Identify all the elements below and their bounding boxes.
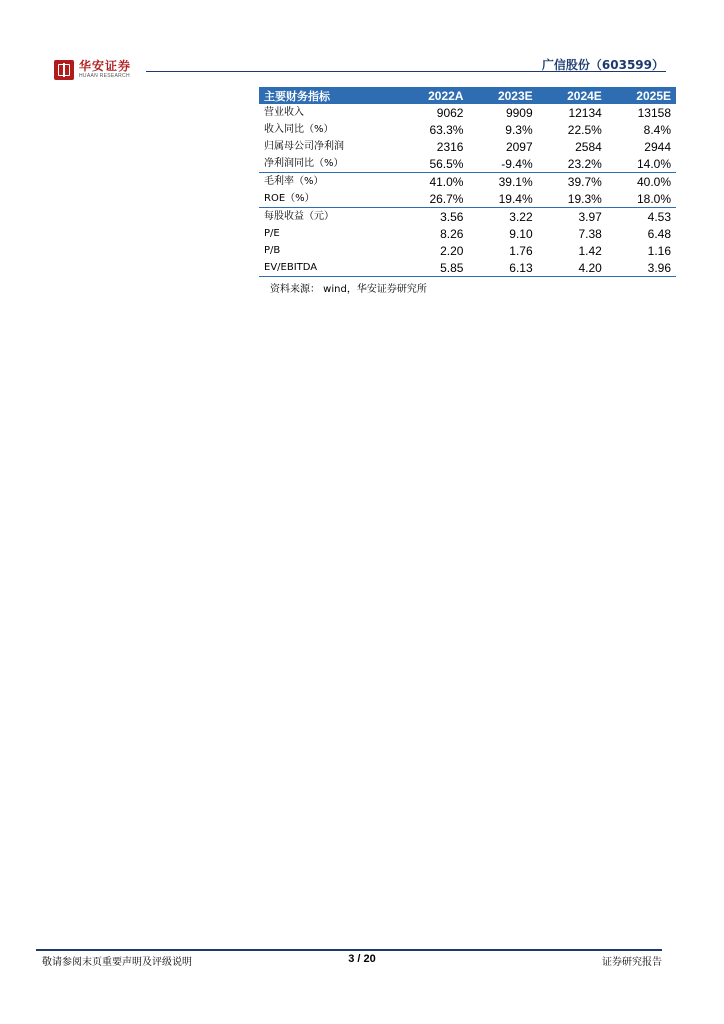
cell-value: 8.4% (643, 122, 671, 137)
header-cell-2025e: 2025E (607, 87, 676, 104)
row-label: P/E (264, 227, 280, 239)
table-row (259, 121, 676, 138)
cell-value: 9.10 (509, 226, 533, 241)
cell-value: 1.16 (647, 243, 671, 258)
cell-value: 23.2% (567, 156, 602, 171)
row-label: 每股收益（元） (259, 208, 398, 226)
footer-divider (36, 949, 662, 951)
cell-value: -9.4% (501, 156, 533, 171)
row-label: EV/EBITDA (259, 259, 398, 277)
cell-value: 3.22 (468, 208, 537, 226)
cell-value: 3.96 (607, 259, 676, 277)
cell-value: 41.0% (398, 173, 468, 191)
cell-value: 3.97 (538, 208, 607, 226)
cell-value: 8.26 (440, 226, 464, 241)
cell-value: 6.13 (468, 259, 537, 277)
table-row (259, 208, 676, 226)
cell-value: 2316 (436, 139, 464, 154)
footer-disclaimer: 敬请参阅末页重要声明及评级说明 (42, 957, 192, 968)
header-cell-2024e: 2024E (538, 87, 607, 104)
cell-value: 12134 (568, 105, 602, 120)
page-number: 3 / 20 (348, 953, 376, 965)
row-label: P/B (264, 244, 281, 256)
table-row (259, 259, 676, 277)
cell-value: 39.7% (538, 173, 607, 191)
cell-value: 13158 (637, 105, 671, 120)
row-label: 收入同比（%） (264, 123, 334, 135)
cell-value: 1.76 (509, 243, 533, 258)
cell-value: 56.5% (429, 156, 464, 171)
cell-value: 9062 (436, 105, 464, 120)
cell-value: 2584 (575, 139, 602, 154)
cell-value: 4.53 (607, 208, 676, 226)
row-label: 毛利率（%） (259, 173, 398, 191)
header-cell-2023e: 2023E (468, 87, 537, 104)
cell-value: 63.3% (429, 122, 464, 137)
table-row (259, 242, 676, 259)
logo-chinese-name: 华安证券 (79, 59, 132, 73)
cell-value: 1.42 (578, 243, 602, 258)
row-label: 归属母公司净利润 (264, 140, 344, 152)
cell-value: 3.56 (398, 208, 468, 226)
row-label: ROE（%） (264, 192, 315, 204)
table-row (259, 225, 676, 242)
cell-value: 9.3% (505, 122, 533, 137)
table-header-row (259, 87, 676, 104)
report-title: 广信股份（603599） (541, 58, 664, 72)
table-row (259, 190, 676, 208)
logo-seal-icon (54, 60, 74, 80)
header-cell-2022a: 2022A (398, 87, 468, 104)
table-row (259, 104, 676, 121)
cell-value: 5.85 (398, 259, 468, 277)
cell-value: 2.20 (440, 243, 464, 258)
table-source-note: 资料来源： wind，华安证券研究所 (270, 284, 427, 295)
table-row (259, 138, 676, 155)
financial-indicators-table (259, 87, 676, 277)
cell-value: 2097 (505, 139, 533, 154)
cell-value: 6.48 (647, 226, 671, 241)
cell-value: 19.4% (498, 191, 533, 206)
cell-value: 40.0% (607, 173, 676, 191)
table-row (259, 173, 676, 191)
row-label: 营业收入 (264, 106, 304, 118)
cell-value: 19.3% (567, 191, 602, 206)
header-cell-label: 主要财务指标 (259, 87, 398, 104)
row-label: 净利润同比（%） (264, 157, 344, 169)
cell-value: 14.0% (636, 156, 671, 171)
company-logo (54, 60, 131, 80)
cell-value: 26.7% (429, 191, 464, 206)
cell-value: 18.0% (636, 191, 671, 206)
cell-value: 9909 (505, 105, 533, 120)
cell-value: 4.20 (538, 259, 607, 277)
cell-value: 22.5% (567, 122, 602, 137)
logo-english-name: HUAAN RESEARCH (79, 73, 130, 79)
cell-value: 39.1% (468, 173, 537, 191)
cell-value: 7.38 (578, 226, 602, 241)
footer-report-type: 证券研究报告 (602, 957, 662, 968)
table-row (259, 155, 676, 173)
cell-value: 2944 (644, 139, 671, 154)
